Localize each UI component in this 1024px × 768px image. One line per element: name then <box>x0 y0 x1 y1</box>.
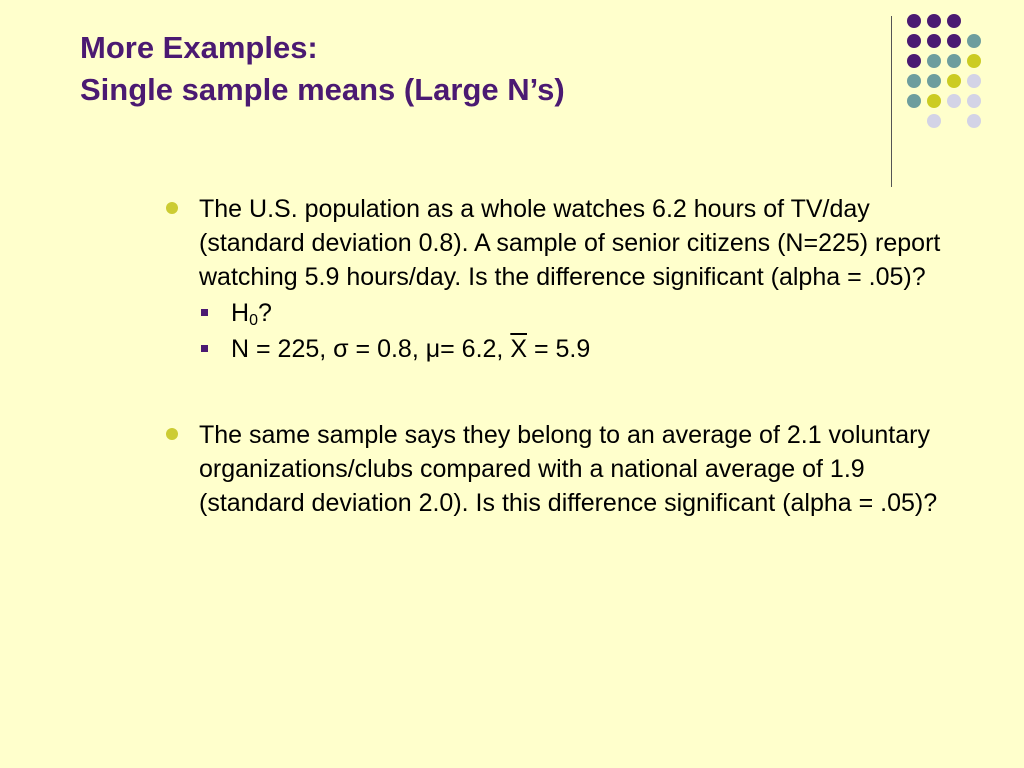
decorative-dot <box>907 34 921 48</box>
vertical-divider <box>891 16 892 187</box>
decorative-dot <box>907 54 921 68</box>
decorative-dot <box>967 74 981 88</box>
decorative-dot <box>967 34 981 48</box>
decorative-dot <box>927 54 941 68</box>
bullet-item-2 <box>165 418 985 520</box>
params-suffix: = 5.9 <box>527 335 591 363</box>
slide-body <box>165 192 985 520</box>
decorative-dot-grid <box>907 14 1007 174</box>
square-bullet-icon <box>201 309 208 316</box>
sub-item-parameters <box>165 332 985 366</box>
sub-item-h0 <box>165 296 985 330</box>
bullet-dot-icon <box>166 202 178 214</box>
decorative-dot <box>947 74 961 88</box>
bullet-item-1 <box>165 192 985 294</box>
decorative-dot <box>967 94 981 108</box>
decorative-dot <box>967 54 981 68</box>
slide-title-line-1: More Examples: <box>80 30 318 65</box>
h0-suffix: ? <box>257 299 272 327</box>
decorative-dot <box>947 14 961 28</box>
decorative-dot <box>907 14 921 28</box>
decorative-dot <box>927 74 941 88</box>
bullet-dot-icon <box>166 428 178 440</box>
bullet-text-2: The same sample says they belong to an average of 2.1 voluntary organizations/clubs compared with a national average of 1.9 (standard deviation 2.0). Is this difference significant (alpha = .05)? <box>199 421 938 517</box>
decorative-dot <box>947 54 961 68</box>
decorative-dot <box>967 114 981 128</box>
decorative-dot <box>947 34 961 48</box>
slide-title-line-2: Single sample means (Large N’s) <box>80 72 565 107</box>
params-prefix: N = 225, σ = 0.8, μ= 6.2, <box>231 335 511 363</box>
decorative-dot <box>907 74 921 88</box>
slide-title <box>80 27 565 111</box>
decorative-dot <box>927 114 941 128</box>
h0-prefix: H <box>231 299 250 327</box>
h0-subscript: 0 <box>249 312 258 329</box>
decorative-dot <box>927 34 941 48</box>
square-bullet-icon <box>201 345 208 352</box>
decorative-dot <box>907 94 921 108</box>
decorative-dot <box>927 94 941 108</box>
decorative-dot <box>927 14 941 28</box>
decorative-dot <box>947 94 961 108</box>
x-bar-symbol: $\overline{X}$ <box>510 335 527 363</box>
bullet-text-1: The U.S. population as a whole watches 6.2 hours of TV/day (standard deviation 0.8). A sample of senior citizens (N=225) report watching 5.9 hours/day. Is the difference significant (alpha = .05)? <box>199 195 941 291</box>
